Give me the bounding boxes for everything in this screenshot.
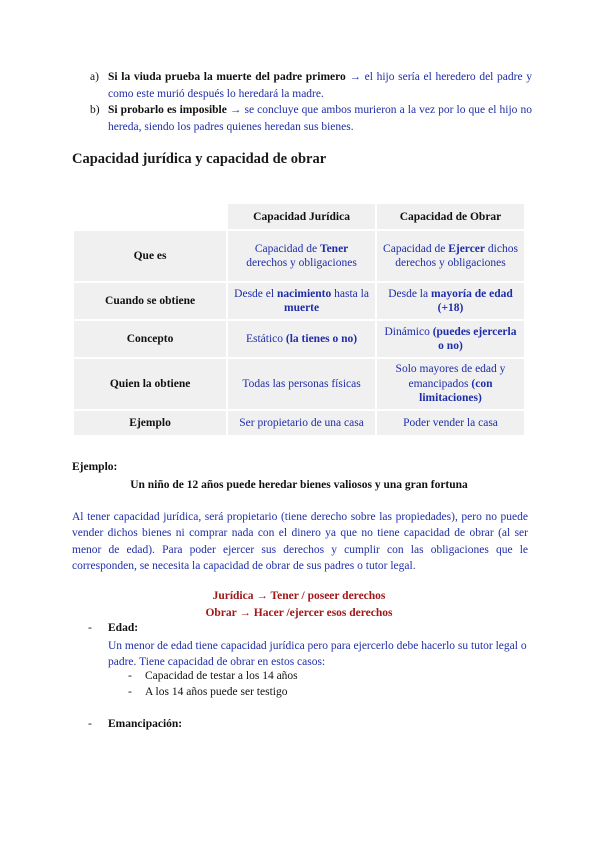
dash-bullet: - [88,718,92,730]
cell-juridica [228,411,375,435]
section-title: Capacidad jurídica y capacidad de obrar [72,151,327,167]
cell-bold-text: (con limitaciones) [419,377,493,405]
table-row [74,231,524,281]
table-row-label: Quien la obtiene [74,359,226,409]
cell-text: Capacidad de [383,242,449,255]
cell-text: Dinámico [384,325,433,338]
sub-dash-bullet: - [128,686,132,698]
cell-bold-text: nacimiento [276,287,332,300]
cell-text: Desde la [388,287,431,300]
list-marker: a) [90,71,99,83]
cell-bold-text: Tener [319,242,349,255]
cell-obrar [377,283,524,319]
cell-obrar [377,231,524,281]
table-row [74,411,524,435]
dash-bullet: - [88,622,92,634]
cell-text: Solo mayores de edad y emancipados [395,363,506,390]
sub-dash-bullet: - [128,670,132,682]
edad-case-item: Capacidad de testar a los 14 años [145,670,298,682]
capacity-table [72,202,526,437]
cell-obrar [377,359,524,409]
list-marker: b) [90,104,100,116]
cell-bold-text: (la tienes o no) [285,332,358,345]
cell-juridica [228,321,375,357]
example-paragraph: Al tener capacidad jurídica, será propietario (tiene derecho sobre las propiedades), pero no puede vender dichos bienes ni comprar nada con el dinero ya que no tiene capacidad de obrar (al ser menor de edad). Para poder ejercer sus derechos y cumplir con las obligaciones que le corresponden, se necesita la capacidad de obrar de sus padres o tutor legal. [72,511,528,572]
cell-text: Ser propietario de una casa [239,416,364,429]
edad-case-item: A los 14 años puede ser testigo [145,686,288,698]
header-capacidad-obrar: Capacidad de Obrar [377,204,524,229]
cell-obrar [377,411,524,435]
example-title: Un niño de 12 años puede heredar bienes valiosos y una gran fortuna [130,479,468,491]
table-row-label: Que es [74,231,226,281]
cell-bold-text: muerte [283,302,320,314]
ordered-list [72,69,532,135]
cell-bold-text: Ejercer [448,242,486,255]
cell-text: hasta la [331,287,369,300]
cell-text: Todas las personas físicas [242,377,361,390]
table-header-row [74,204,524,229]
example-label: Ejemplo: [72,461,118,473]
summary-line-juridica: Jurídica → Tener / poseer derechos [212,590,386,602]
list-item-bold: Si la viuda prueba la muerte del padre primero [108,71,346,83]
cell-juridica [228,283,375,319]
table-corner [74,204,226,229]
cell-obrar [377,321,524,357]
emancipacion-title: Emancipación: [108,718,183,730]
summary-line-obrar: Obrar → Hacer /ejercer esos derechos [205,607,393,619]
table-row [74,359,524,409]
list-item-bold: Si probarlo es imposible [108,104,227,116]
cell-text: Desde el [234,287,277,300]
table-row [74,321,524,357]
cell-juridica [228,231,375,281]
edad-text: Un menor de edad tiene capacidad jurídica pero para ejercerlo debe hacerlo su tutor legal o padre. Tiene capacidad de obrar en estos casos: [108,640,527,669]
list-item [72,102,532,135]
list-item-text: → el hijo sería el heredero del padre y como este murió después lo heredará la madre. [108,71,532,100]
cell-text: derechos y obligaciones [246,257,357,269]
cell-text: Capacidad de [254,242,320,255]
summary-block [72,588,526,622]
edad-title: Edad: [108,622,139,634]
cell-text: Poder vender la casa [403,416,498,429]
list-item-text: → se concluye que ambos murieron a la vez por lo que el hijo no hereda, siendo los padres quienes heredan sus bienes. [108,104,532,133]
table-row-label: Cuando se obtiene [74,283,226,319]
table-row-label: Concepto [74,321,226,357]
list-item [72,69,532,102]
cell-text: Estático [245,332,286,345]
cell-bold-text: mayoría de edad (+18) [430,287,513,314]
cell-juridica [228,359,375,409]
cell-bold-text: (puedes ejercerla o no) [432,325,517,352]
table-row-label: Ejemplo [74,411,226,435]
cell-text: dichos derechos y obligaciones [395,242,518,269]
table-row [74,283,524,319]
header-capacidad-juridica: Capacidad Jurídica [228,204,375,229]
